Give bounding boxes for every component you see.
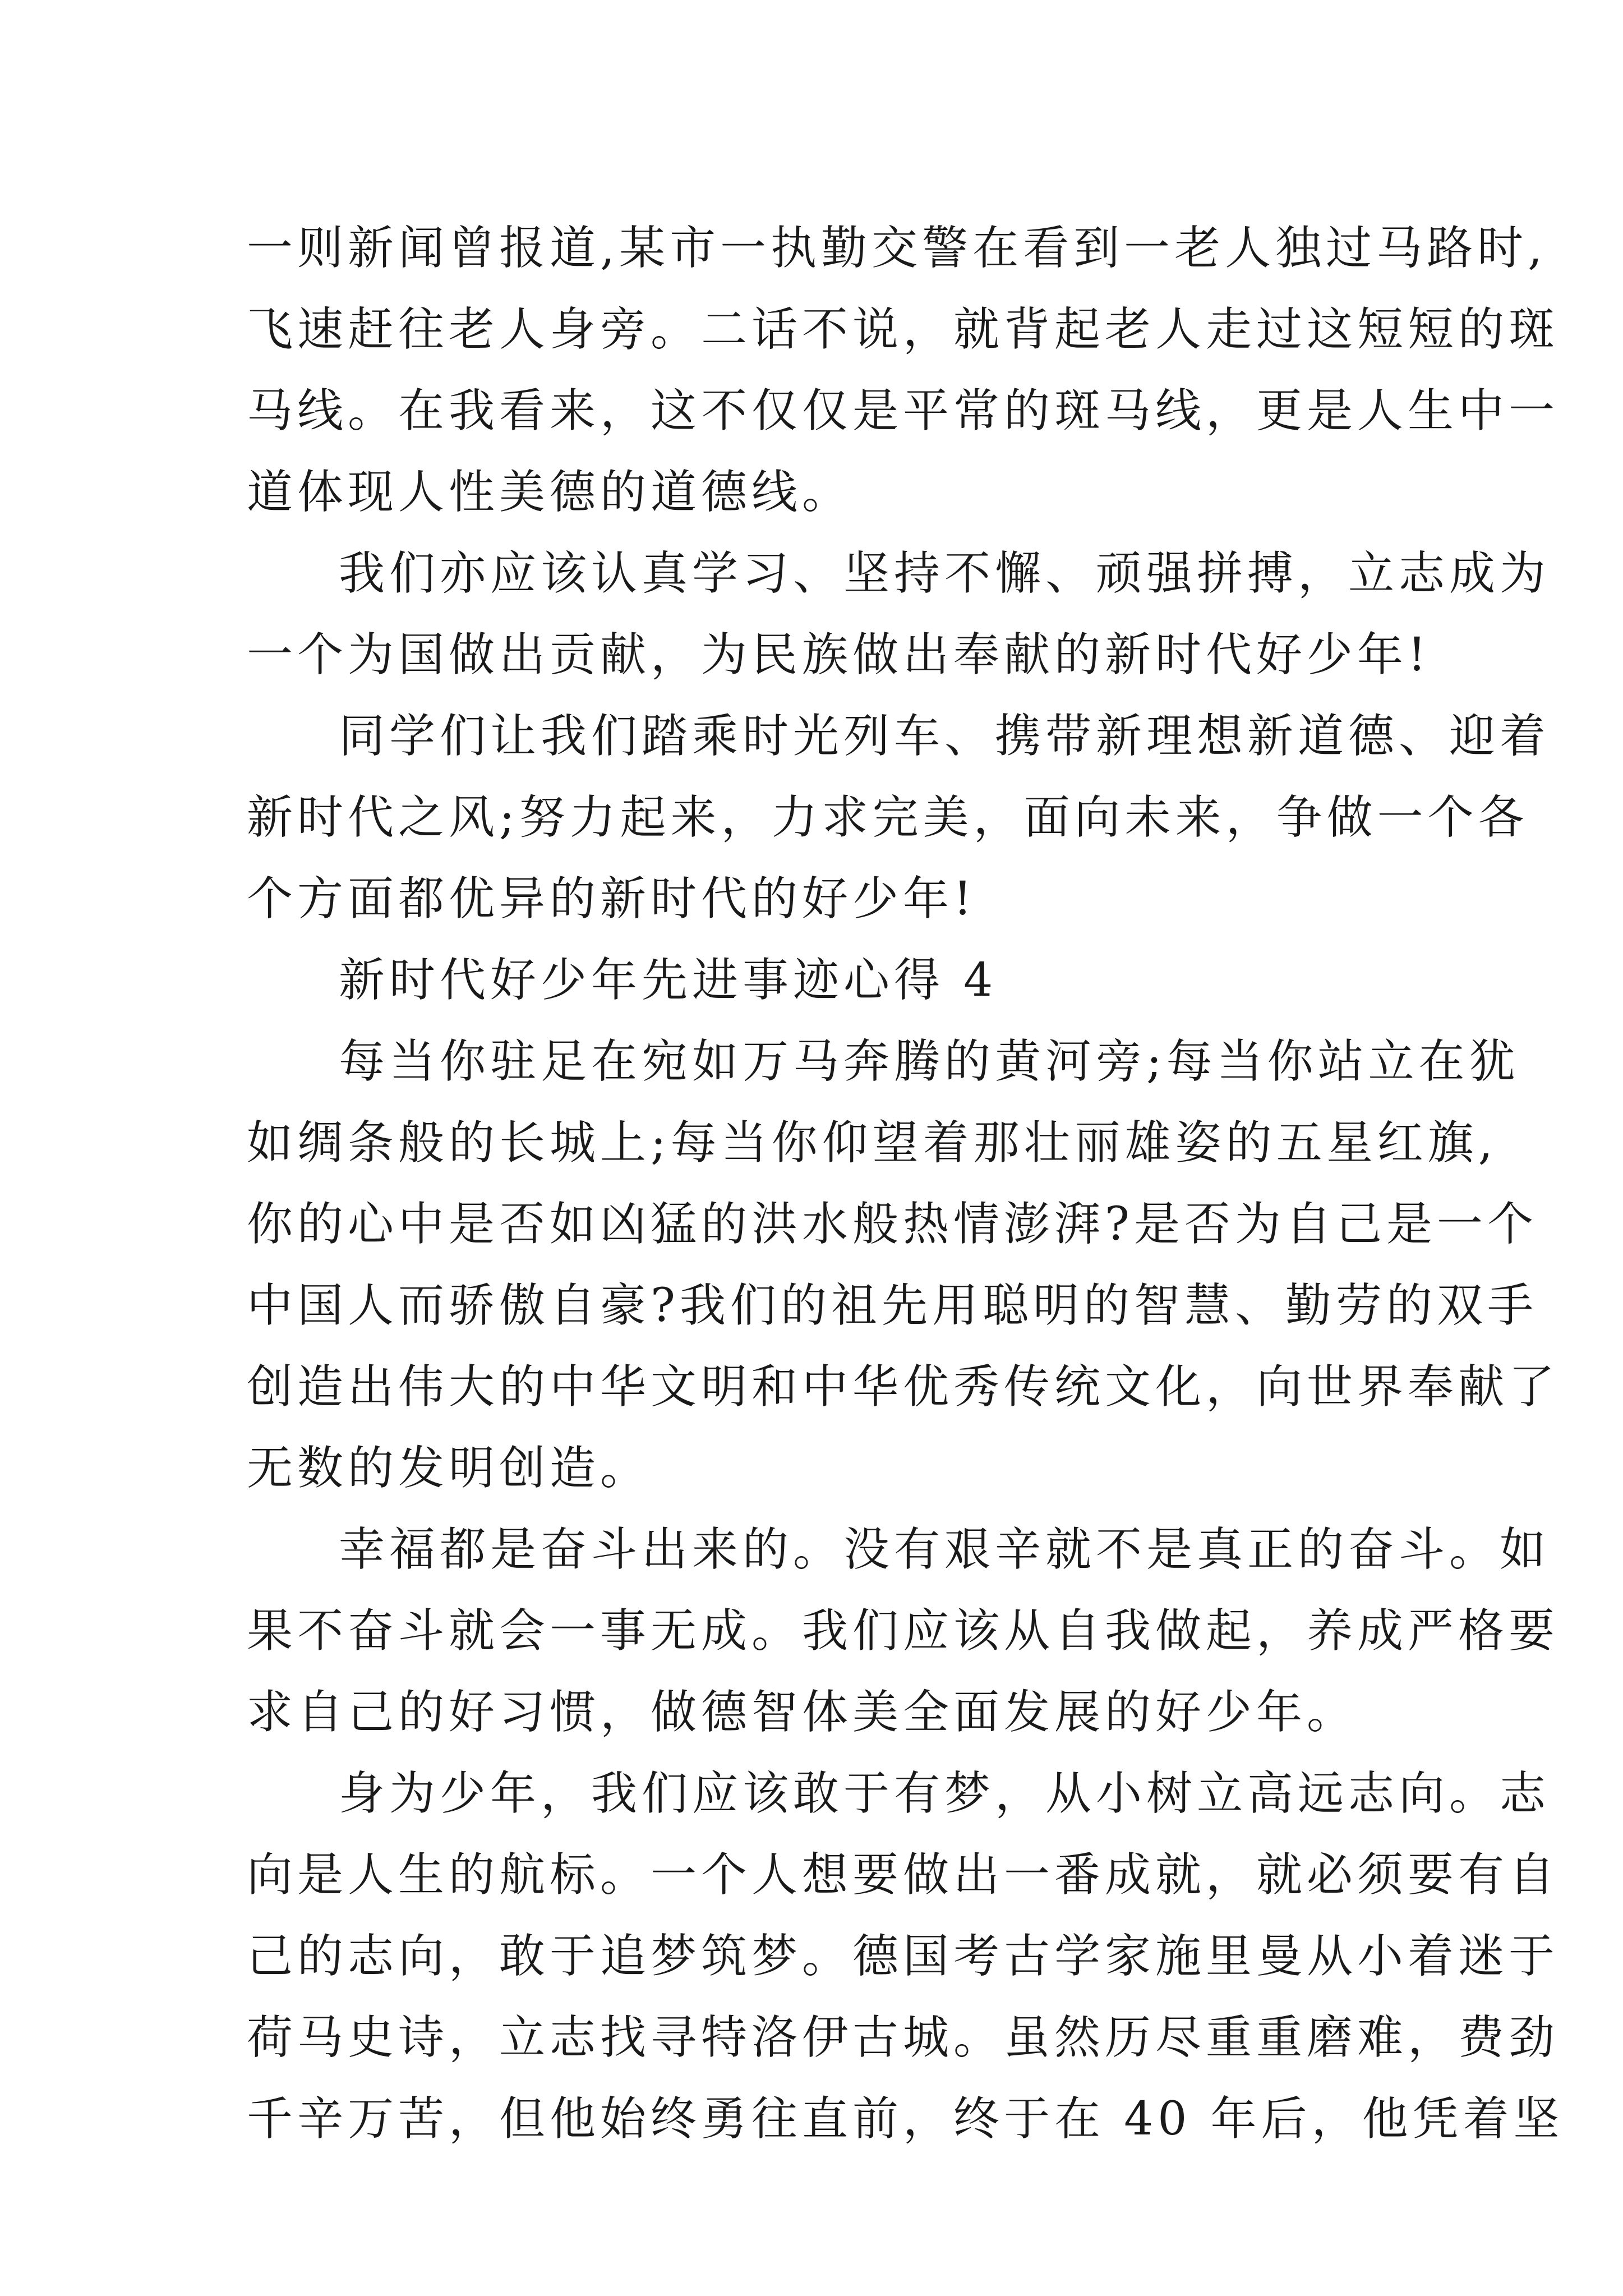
text-line: 求自己的好习惯，做德智体美全面发展的好少年。	[247, 1686, 1358, 1739]
text-line: 飞速赶往老人身旁。二话不说，就背起老人走过这短短的斑	[247, 303, 1560, 356]
text-line: 果不奋斗就会一事无成。我们应该从自我做起，养成严格要	[247, 1604, 1560, 1658]
text-line: 荷马史诗，立志找寻特洛伊古城。虽然历尽重重磨难，费劲	[247, 2011, 1560, 2064]
text-line: 一则新闻曾报道,某市一执勤交警在看到一老人独过马路时,	[247, 222, 1547, 275]
text-line: 无数的发明创造。	[247, 1442, 651, 1495]
text-line: 己的志向，敢于追梦筑梦。德国考古学家施里曼从小着迷于	[247, 1930, 1560, 1983]
text-line: 如绸条般的长城上;每当你仰望着那壮丽雄姿的五星红旗,	[247, 1116, 1497, 1170]
section-heading: 新时代好少年先进事迹心得 4	[339, 954, 998, 1007]
text-line: 千辛万苦，但他始终勇往直前，终于在 40 年后，他凭着坚	[247, 2092, 1564, 2146]
text-line: 个方面都优异的新时代的好少年!	[247, 872, 976, 926]
text-line: 我们亦应该认真学习、坚持不懈、顽强拼搏，立志成为	[339, 547, 1551, 600]
text-line: 向是人生的航标。一个人想要做出一番成就，就必须要有自	[247, 1848, 1560, 1902]
text-line: 每当你驻足在宛如万马奔腾的黄河旁;每当你站立在犹	[339, 1035, 1520, 1088]
text-line: 创造出伟大的中华文明和中华优秀传统文化，向世界奉献了	[247, 1360, 1560, 1414]
text-line: 身为少年，我们应该敢于有梦，从小树立高远志向。志	[339, 1767, 1551, 1820]
text-line: 一个为国做出贡献，为民族做出奉献的新时代好少年!	[247, 628, 1431, 682]
text-line: 马线。在我看来，这不仅仅是平常的斑马线，更是人生中一	[247, 384, 1560, 438]
text-line: 道体现人性美德的道德线。	[247, 466, 853, 519]
text-line: 同学们让我们踏乘时光列车、携带新理想新道德、迎着	[339, 710, 1551, 763]
text-line: 中国人而骄傲自豪?我们的祖先用聪明的智慧、勤劳的双手	[247, 1279, 1538, 1332]
document-body	[247, 208, 1564, 2160]
text-line: 幸福都是奋斗出来的。没有艰辛就不是真正的奋斗。如	[339, 1523, 1551, 1576]
text-line: 你的心中是否如凶猛的洪水般热情澎湃?是否为自己是一个	[247, 1198, 1538, 1251]
text-line: 新时代之风;努力起来，力求完美，面向未来，争做一个各	[247, 791, 1529, 844]
